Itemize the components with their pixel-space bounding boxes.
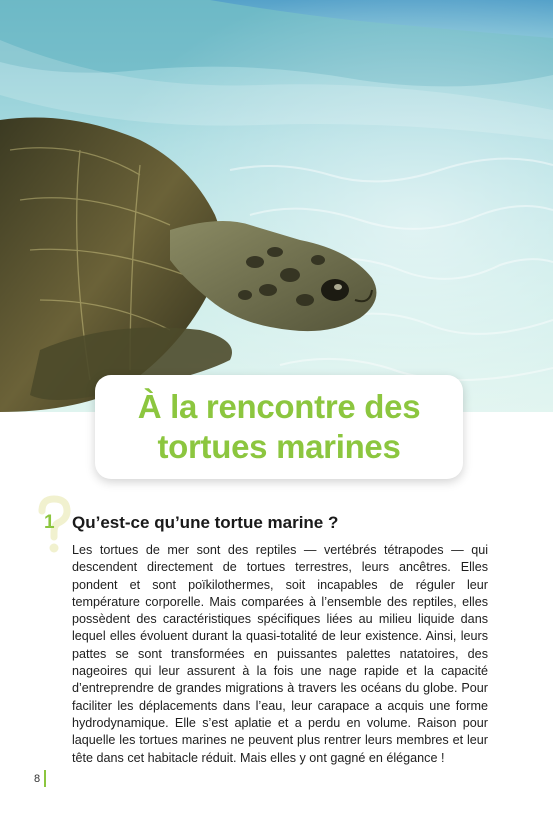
title-box <box>95 375 463 479</box>
section-body-text: Les tortues de mer sont des reptiles — vertébrés tétrapodes — qui descendent directement de tortues terrestres, leurs ancêtres. Elles pondent et sont poïkilothermes, soit incapables de réguler leur température corporelle. Mais comparées à l’ensemble des reptiles, elles possèdent des caractéristiques spécifiques liées au milieu liquide dans lequel elles évoluent durant la quasi-totalité de leur existence. Ainsi, leurs pattes se sont transformées en puissantes palettes natatoires, des nageoires qui leur assurent à la fois une nage rapide et la capacité d’entreprendre de grandes migrations à travers les océans du globe. Pour faciliter les déplacements dans l’eau, leur carapace a acquis une forme hydrodynamique. Elle s’est aplatie et a perdu en volume. Raison pour laquelle les tortues marines ne peuvent plus rentrer leurs membres et leur tête dans cet habitacle réduit. Mais elles y ont gagné en élégance ! <box>72 543 488 765</box>
page-title-line-1: À la rencontre des <box>137 388 421 425</box>
section-number: 1 <box>44 512 55 533</box>
page-number-divider <box>44 770 46 787</box>
page-number: 8 <box>34 773 41 785</box>
page-title-line-2: tortues marines <box>157 428 401 465</box>
section-heading: Qu’est-ce qu’une tortue marine ? <box>72 513 339 532</box>
